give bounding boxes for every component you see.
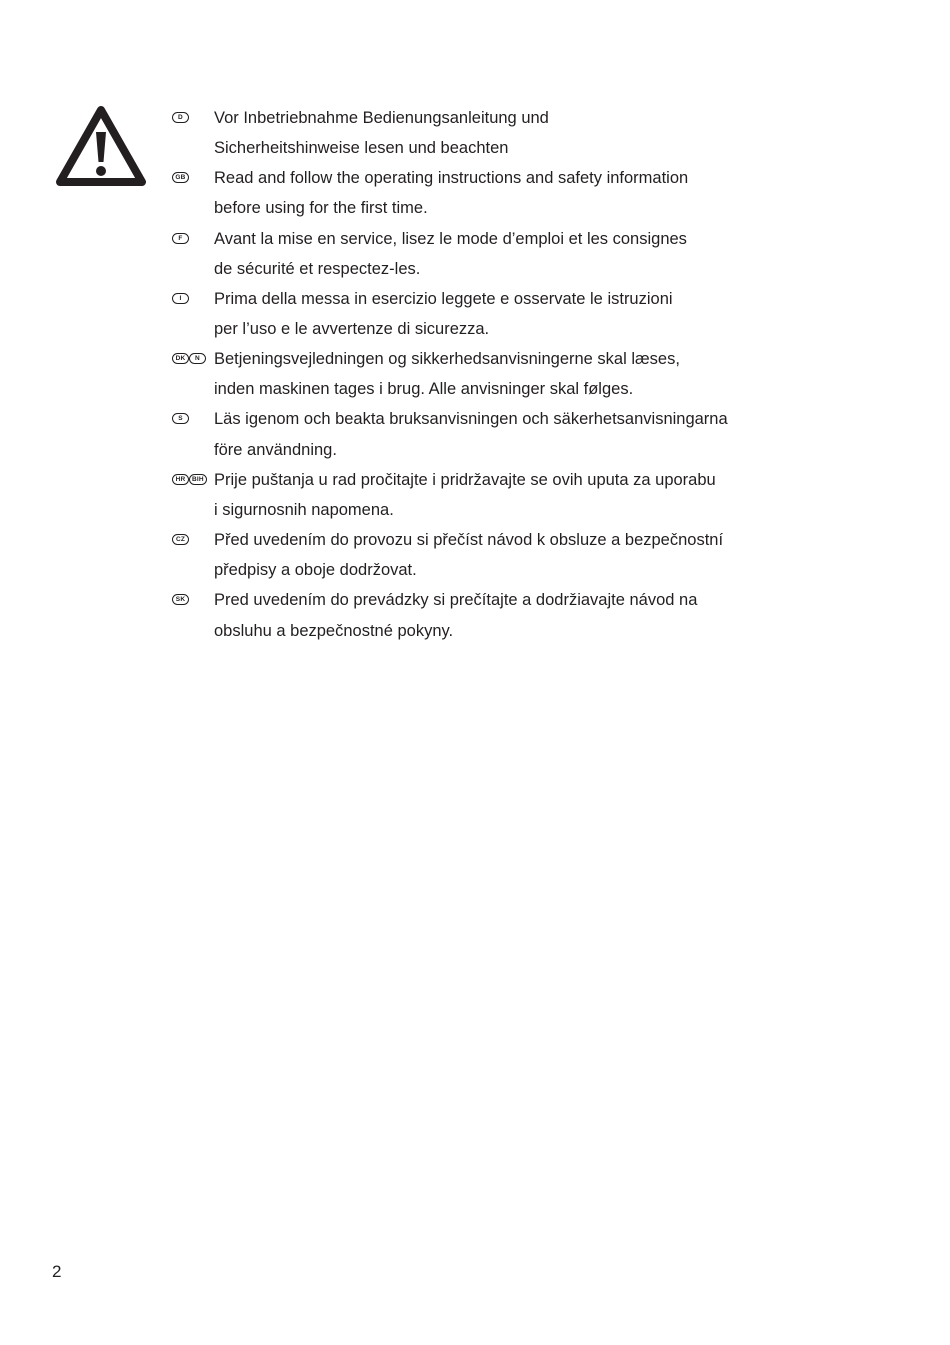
notice-text-line: obsluhu a bezpečnostné pokyny. [214, 621, 454, 640]
notice-text-line: Pred uvedením do prevádzky si prečítajte a dodržiavajte návod na [214, 591, 698, 610]
notice-text-line: i sigurnosnih napomena. [214, 500, 394, 519]
language-codes [172, 413, 189, 424]
language-code-badge: CZ [172, 534, 189, 545]
notice-text-line: Prije puštanja u rad pročitajte i pridržavajte se ovih uputa za uporabu [214, 470, 716, 489]
language-code-badge: I [172, 293, 189, 304]
page-number: 2 [52, 1262, 62, 1281]
language-codes [172, 474, 207, 485]
language-code-badge: SK [172, 594, 189, 605]
notice-text-line: per l’uso e le avvertenze di sicurezza. [214, 320, 490, 339]
notice-text-line: Läs igenom och beakta bruksanvisningen och säkerhetsanvisningarna [214, 410, 728, 429]
language-code-badge: F [172, 233, 189, 244]
entry-sk [0, 585, 950, 645]
entry-dk-n [0, 344, 950, 404]
entry-f [0, 224, 950, 284]
notice-text-line: Avant la mise en service, lisez le mode d’emploi et les consignes [214, 229, 687, 248]
language-code-badge: GB [172, 172, 189, 183]
language-codes [172, 172, 189, 183]
language-code-badge: DK [172, 353, 189, 364]
notice-text-line: předpisy a oboje dodržovat. [214, 561, 417, 580]
entry-cz [0, 525, 950, 585]
entry-gb [0, 163, 950, 223]
language-codes [172, 112, 189, 123]
language-codes [172, 594, 189, 605]
notice-text-line: Prima della messa in esercizio leggete e osservate le istruzioni [214, 289, 673, 308]
language-codes [172, 293, 189, 304]
notice-text-line: Vor Inbetriebnahme Bedienungsanleitung und [214, 109, 549, 127]
language-codes [172, 534, 189, 545]
notice-text-line: de sécurité et respectez-les. [214, 259, 421, 278]
safety-notice-list [0, 103, 950, 646]
language-code-badge: D [172, 112, 189, 123]
entry-d [0, 103, 950, 163]
notice-text-line: Sicherheitshinweise lesen und beachten [214, 139, 509, 158]
notice-text-line: Betjeningsvejledningen og sikkerhedsanvisningerne skal læses, [214, 350, 680, 369]
language-code-badge: HR [172, 474, 189, 485]
language-code-badge: S [172, 413, 189, 424]
entry-s [0, 404, 950, 464]
notice-text-line: före användning. [214, 440, 337, 459]
language-code-badge: BIH [189, 474, 207, 485]
language-codes [172, 233, 189, 244]
notice-text-line: Před uvedením do provozu si přečíst návod k obsluze a bezpečnostní [214, 531, 724, 550]
notice-text-line: before using for the first time. [214, 199, 428, 218]
notice-text-line: Read and follow the operating instructions and safety information [214, 169, 689, 188]
entry-hr-bih [0, 465, 950, 525]
language-codes [172, 353, 206, 364]
notice-text-line: inden maskinen tages i brug. Alle anvisninger skal følges. [214, 380, 634, 399]
entry-i [0, 284, 950, 344]
language-code-badge: N [189, 353, 206, 364]
